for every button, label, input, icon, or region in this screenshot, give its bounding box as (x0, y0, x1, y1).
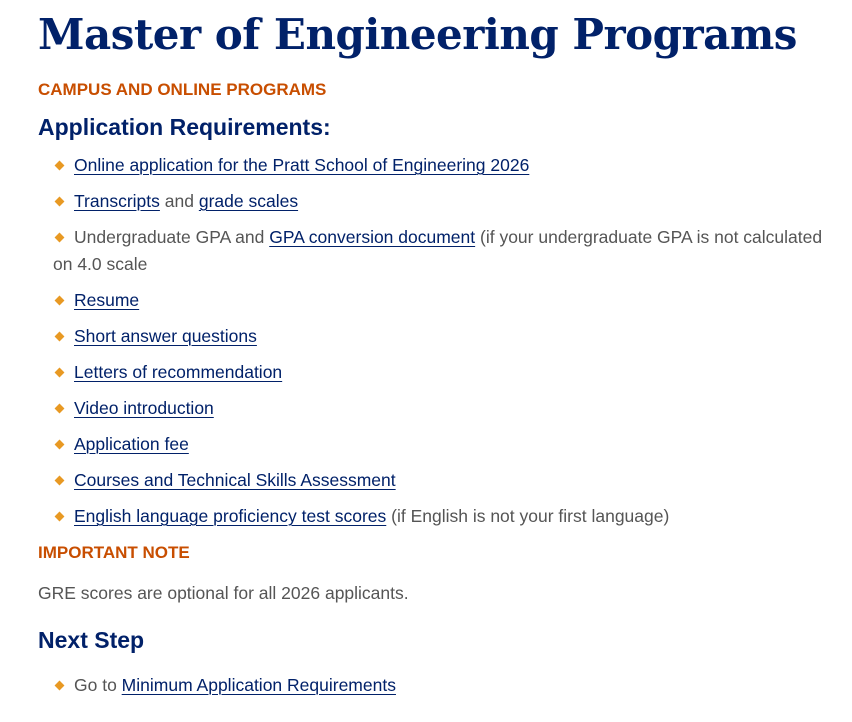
list-item (53, 188, 852, 215)
resume-link[interactable]: Resume (74, 290, 140, 310)
next-step-list (38, 672, 852, 699)
diamond-bullet-icon (55, 233, 65, 243)
list-item (53, 359, 852, 386)
gpa-conversion-link[interactable]: GPA conversion document (269, 227, 476, 247)
programs-eyebrow: CAMPUS AND ONLINE PROGRAMS (38, 80, 327, 99)
list-item (53, 503, 852, 530)
list-item (53, 287, 852, 314)
important-note-text: GRE scores are optional for all 2026 applicants. (38, 583, 409, 603)
requirements-list (38, 152, 852, 530)
short-answer-link[interactable]: Short answer questions (74, 326, 257, 346)
video-introduction-link[interactable]: Video introduction (74, 398, 214, 418)
page-title: Master of Engineering Programs (38, 10, 797, 59)
diamond-bullet-icon (55, 368, 65, 378)
list-item (53, 395, 852, 422)
diamond-bullet-icon (55, 404, 65, 414)
application-fee-link[interactable]: Application fee (74, 434, 189, 454)
transcripts-link[interactable]: Transcripts (74, 191, 160, 211)
online-application-link[interactable]: Online application for the Pratt School of Engineering 2026 (74, 155, 530, 175)
diamond-bullet-icon (55, 161, 65, 171)
list-item (53, 467, 852, 494)
diamond-bullet-icon (55, 332, 65, 342)
diamond-bullet-icon (55, 296, 65, 306)
list-item (53, 224, 852, 278)
diamond-bullet-icon (55, 476, 65, 486)
courses-assessment-link[interactable]: Courses and Technical Skills Assessment (74, 470, 396, 490)
diamond-bullet-icon (55, 440, 65, 450)
application-requirements-heading: Application Requirements: (38, 114, 331, 140)
next-step-heading: Next Step (38, 627, 145, 653)
english-proficiency-link[interactable]: English language proficiency test scores (74, 506, 387, 526)
list-item-text: (if your undergraduate GPA is not calculated on 4.0 scale (53, 227, 823, 274)
diamond-bullet-icon (55, 512, 65, 522)
list-item-text: (if English is not your first language) (386, 506, 670, 526)
list-item (53, 152, 852, 179)
minimum-requirements-link[interactable]: Minimum Application Requirements (121, 675, 396, 695)
diamond-bullet-icon (55, 681, 65, 691)
diamond-bullet-icon (55, 197, 65, 207)
letters-link[interactable]: Letters of recommendation (74, 362, 283, 382)
list-item (53, 323, 852, 350)
important-note-label: IMPORTANT NOTE (38, 543, 190, 562)
list-item (53, 431, 852, 458)
grade-scales-link[interactable]: grade scales (198, 191, 299, 211)
list-item-text: Undergraduate GPA and (74, 227, 270, 247)
list-item-text: Go to (74, 675, 122, 695)
list-item (53, 672, 852, 699)
list-item-text: and (159, 191, 199, 211)
